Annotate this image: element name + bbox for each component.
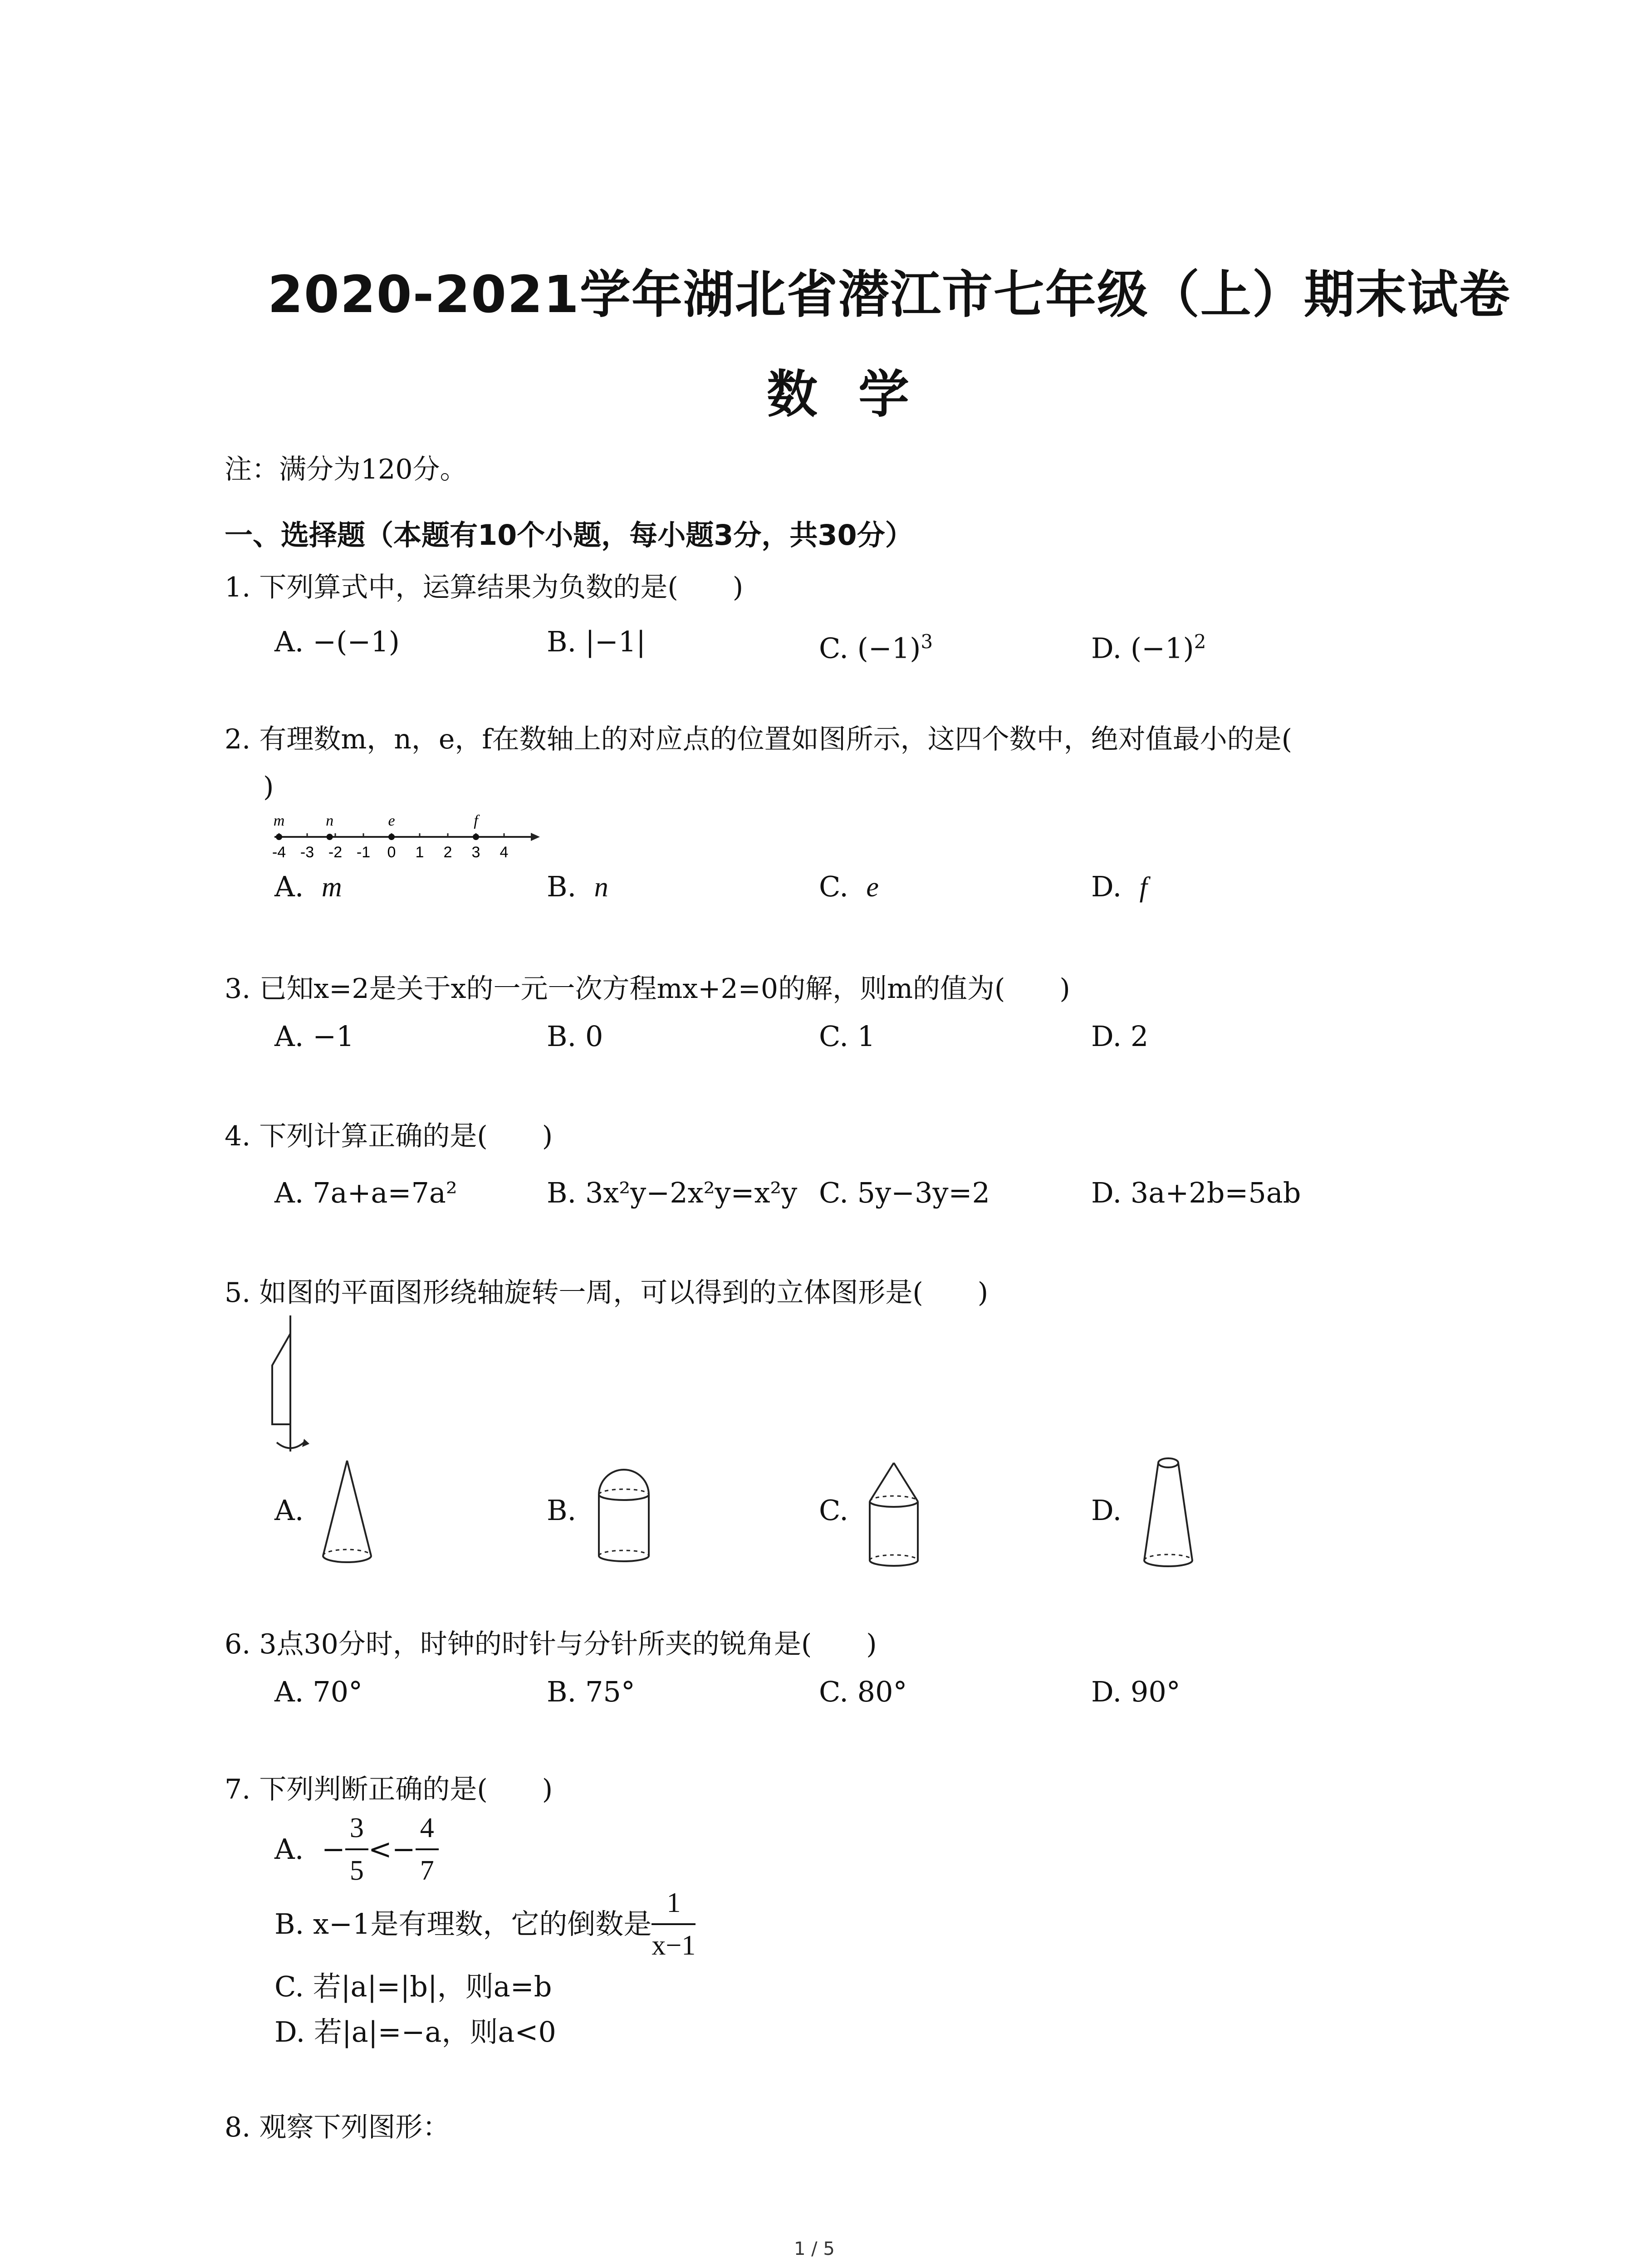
q2-c-value: e: [866, 872, 879, 903]
question-5-option-c: C.: [819, 1494, 848, 1527]
tick-label: 1: [415, 844, 424, 861]
option-d-base: D. (−1): [1091, 631, 1194, 665]
point-n: [327, 834, 333, 840]
point-e: [388, 834, 395, 840]
question-2-option-c: [819, 869, 879, 905]
question-1-option-d: [1091, 624, 1206, 667]
point-label-f: f: [474, 812, 478, 829]
question-6-option-d: D. 90°: [1091, 1675, 1181, 1708]
question-7-stem: 7. 下列判断正确的是( ): [225, 1774, 553, 1805]
point-m: [276, 834, 282, 840]
cone-cylinder-figure: [864, 1458, 923, 1572]
tick-label: 4: [500, 844, 509, 861]
question-3-option-a: A. −1: [274, 1020, 354, 1053]
q2-d-label: D.: [1091, 870, 1122, 903]
point-f: [473, 834, 479, 840]
rotation-arrow-head: [302, 1439, 309, 1447]
question-5-stem: 5. 如图的平面图形绕轴旋转一周，可以得到的立体图形是( ): [225, 1277, 989, 1309]
question-4-option-b: B. 3x²y−2x²y=x²y: [547, 1176, 798, 1209]
question-4-option-a: A. 7a+a=7a²: [274, 1176, 457, 1209]
point-labels: [274, 812, 480, 840]
q2-b-value: n: [594, 872, 608, 903]
fraction-numerator: 1: [652, 1882, 696, 1925]
tick-label: 0: [387, 844, 396, 861]
frustum-figure: [1139, 1452, 1198, 1574]
plane-shape: [272, 1334, 290, 1424]
option-c-base: C. (−1): [819, 631, 921, 665]
fraction-denominator: 5: [349, 1855, 364, 1886]
tick-label: -2: [328, 844, 343, 861]
option-d-exponent: 2: [1194, 631, 1206, 653]
point-label-e: e: [388, 812, 395, 829]
question-2-option-d: [1091, 869, 1147, 905]
cone-figure: [318, 1456, 377, 1569]
question-4-option-d: D. 3a+2b=5ab: [1091, 1176, 1301, 1209]
question-7-option-c: C. 若|a|=|b|，则a=b: [274, 1970, 552, 2003]
fraction-numerator: 3: [345, 1808, 368, 1850]
q2-c-label: C.: [819, 870, 848, 903]
question-8-stem: 8. 观察下列图形：: [225, 2112, 450, 2143]
number-line-arrow: [531, 833, 540, 841]
question-5-option-b: B.: [547, 1494, 577, 1527]
q7-a-minus: −: [321, 1833, 345, 1866]
question-6-stem: 6. 3点30分时，时钟的时针与分针所夹的锐角是( ): [225, 1628, 877, 1660]
question-3-option-d: D. 2: [1091, 1020, 1149, 1053]
fraction-4-7: [416, 1808, 439, 1891]
question-1-stem: 1. 下列算式中，运算结果为负数的是( ): [225, 572, 744, 603]
page-title: 2020-2021学年湖北省潜江市七年级（上）期末试卷: [268, 265, 1511, 324]
question-2-option-a: [274, 869, 342, 905]
fraction-3-5: [345, 1808, 368, 1891]
tick-label: -1: [356, 844, 371, 861]
question-1-option-b: B. |−1|: [547, 625, 646, 658]
hemisphere-cylinder-figure: [590, 1465, 658, 1569]
question-2-stem: 2. 有理数m，n，e，f在数轴上的对应点的位置如图所示，这四个数中，绝对值最小的是(: [225, 723, 1292, 755]
point-label-n: n: [326, 812, 334, 829]
tick-label: -4: [272, 844, 286, 861]
tick-label: -3: [300, 844, 314, 861]
fraction-denominator: x−1: [652, 1930, 696, 1961]
option-c-exponent: 3: [921, 631, 933, 653]
point-label-m: m: [273, 812, 285, 829]
tick-labels: [272, 844, 509, 861]
number-line-figure: [263, 803, 544, 866]
fraction-denominator: 7: [420, 1855, 434, 1886]
question-3-option-b: B. 0: [547, 1020, 603, 1053]
fraction-numerator: 4: [416, 1808, 439, 1850]
page-number: 1 / 5: [794, 2239, 835, 2259]
question-6-option-c: C. 80°: [819, 1675, 907, 1708]
question-3-option-c: C. 1: [819, 1020, 876, 1053]
question-5-option-d: D.: [1091, 1494, 1122, 1527]
question-2-stem-cont: ): [263, 771, 274, 803]
section-heading: 一、选择题（本题有10个小题，每小题3分，共30分）: [225, 518, 913, 552]
q2-a-value: m: [321, 872, 342, 903]
plane-figure-with-axis: [259, 1315, 322, 1461]
question-1-option-a: A. −(−1): [274, 625, 400, 658]
q2-b-label: B.: [547, 870, 577, 903]
question-4-stem: 4. 下列计算正确的是( ): [225, 1120, 553, 1152]
tick-label: 3: [471, 844, 480, 861]
question-4-option-c: C. 5y−3y=2: [819, 1176, 990, 1209]
question-7-option-b: [274, 1882, 696, 1966]
question-2-option-b: [547, 869, 608, 905]
q2-d-value: f: [1139, 872, 1147, 903]
question-7-option-a: [274, 1808, 439, 1891]
q2-a-label: A.: [274, 870, 304, 903]
page-subtitle: 数学: [767, 365, 950, 424]
question-3-stem: 3. 已知x=2是关于x的一元一次方程mx+2=0的解，则m的值为( ): [225, 973, 1070, 1005]
q7-a-compare: <−: [368, 1833, 416, 1866]
q7-a-label: A.: [274, 1833, 304, 1866]
fraction-reciprocal: [652, 1882, 696, 1966]
q7-b-label: B. x−1是有理数，它的倒数是: [274, 1907, 652, 1941]
question-6-option-b: B. 75°: [547, 1675, 635, 1708]
question-1-option-c: [819, 624, 933, 667]
tick-label: 2: [443, 844, 452, 861]
score-note: 注：满分为120分。: [225, 454, 467, 485]
question-5-option-a: A.: [274, 1494, 304, 1527]
question-6-option-a: A. 70°: [274, 1675, 363, 1708]
question-7-option-d: D. 若|a|=−a，则a<0: [274, 2015, 556, 2048]
